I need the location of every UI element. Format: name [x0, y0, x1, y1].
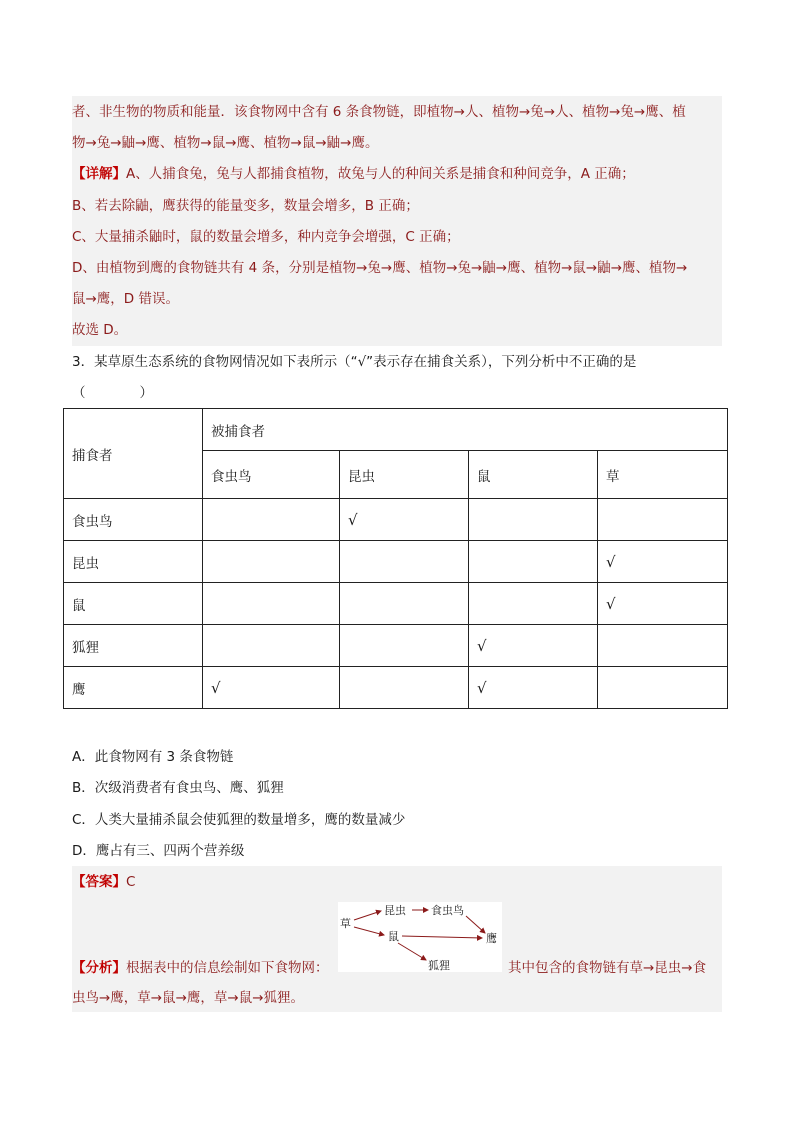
- edge-mouse-eagle: [402, 936, 482, 938]
- prey-column: 昆虫: [340, 451, 469, 499]
- predator-name: 昆虫: [64, 541, 203, 583]
- check-cell: [203, 499, 340, 541]
- question-line-2: （ ）: [72, 385, 153, 401]
- answer-line: [72, 872, 135, 892]
- edge-bird-eagle: [466, 916, 485, 933]
- check-cell: [598, 625, 728, 667]
- analysis-pre-text: 根据表中的信息绘制如下食物网：: [126, 960, 329, 976]
- analysis-post-line: 其中包含的食物链有草→昆虫→食: [508, 960, 707, 976]
- check-cell: √: [469, 667, 598, 709]
- prey-header: 被捕食者: [203, 409, 728, 451]
- detail-tag: 【详解】: [72, 166, 126, 182]
- check-cell: [340, 541, 469, 583]
- check-cell: √: [598, 541, 728, 583]
- check-cell: √: [340, 499, 469, 541]
- check-cell: [203, 541, 340, 583]
- detail-a-text: A、人捕食兔，兔与人都捕食植物，故兔与人的种间关系是捕食和种间竞争，A 正确；: [126, 166, 635, 182]
- predator-header: 捕食者: [64, 409, 203, 499]
- edge-mouse-fox: [398, 943, 426, 960]
- predator-name: 狐狸: [64, 625, 203, 667]
- node-grass: 草: [340, 917, 351, 930]
- check-cell: [203, 625, 340, 667]
- node-fox: 狐狸: [428, 959, 450, 972]
- predator-name: 食虫鸟: [64, 499, 203, 541]
- option-d: D．鹰占有三、四两个营养级: [72, 843, 245, 859]
- prey-column: 草: [598, 451, 728, 499]
- check-cell: [203, 583, 340, 625]
- answer-tag: 【答案】: [72, 874, 126, 890]
- node-mouse: 鼠: [388, 930, 399, 943]
- check-cell: √: [203, 667, 340, 709]
- node-eagle: 鹰: [486, 932, 497, 945]
- check-cell: [598, 667, 728, 709]
- detail-d-line-2: 鼠→鹰，D 错误。: [72, 291, 179, 307]
- table-row: [64, 499, 728, 541]
- detail-b-line: B、若去除鼬，鹰获得的能量变多，数量会增多，B 正确；: [72, 198, 419, 214]
- analysis-line-2: 虫鸟→鹰，草→鼠→鹰，草→鼠→狐狸。: [72, 990, 305, 1006]
- check-cell: [469, 499, 598, 541]
- food-web-diagram: [338, 902, 502, 972]
- food-web-table: [63, 408, 728, 709]
- table-row: [64, 541, 728, 583]
- table-row: [64, 583, 728, 625]
- food-web-svg: [338, 902, 502, 972]
- option-a: A．此食物网有 3 条食物链: [72, 749, 234, 765]
- explanation-line-2: 物→兔→鼬→鹰、植物→鼠→鹰、植物→鼠→鼬→鹰。: [72, 135, 379, 151]
- check-cell: √: [469, 625, 598, 667]
- check-cell: [469, 583, 598, 625]
- detail-a-line: [72, 164, 635, 184]
- option-b: B．次级消费者有食虫鸟、鹰、狐狸: [72, 780, 284, 796]
- edge-grass-insect: [354, 911, 381, 920]
- predator-name: 鹰: [64, 667, 203, 709]
- prey-column: 食虫鸟: [203, 451, 340, 499]
- question-line-1: 3．某草原生态系统的食物网情况如下表所示（“√”表示存在捕食关系），下列分析中不正确的是: [72, 354, 637, 370]
- prey-column: 鼠: [469, 451, 598, 499]
- node-insect: 昆虫: [384, 904, 406, 917]
- check-cell: [469, 541, 598, 583]
- check-cell: [340, 667, 469, 709]
- table-row: [64, 667, 728, 709]
- answer-value: C: [126, 874, 136, 890]
- explanation-line-1: 者、非生物的物质和能量．该食物网中含有 6 条食物链，即植物→人、植物→兔→人、植物→兔→鹰、植: [72, 104, 686, 120]
- check-cell: [340, 583, 469, 625]
- option-c: C．人类大量捕杀鼠会使狐狸的数量增多，鹰的数量减少: [72, 812, 406, 828]
- edge-grass-mouse: [354, 927, 384, 935]
- analysis-tag: 【分析】: [72, 960, 126, 976]
- detail-d-line-1: D、由植物到鹰的食物链共有 4 条，分别是植物→兔→鹰、植物→兔→鼬→鹰、植物→鼠→鼬→鹰、植物→: [72, 260, 688, 276]
- check-cell: √: [598, 583, 728, 625]
- check-cell: [598, 499, 728, 541]
- analysis-pre-line: [72, 958, 329, 978]
- table-row: [64, 625, 728, 667]
- node-bird: 食虫鸟: [431, 904, 464, 917]
- predator-name: 鼠: [64, 583, 203, 625]
- check-cell: [340, 625, 469, 667]
- detail-c-line: C、大量捕杀鼬时，鼠的数量会增多，种内竞争会增强，C 正确；: [72, 229, 460, 245]
- conclusion-line: 故选 D。: [72, 322, 128, 338]
